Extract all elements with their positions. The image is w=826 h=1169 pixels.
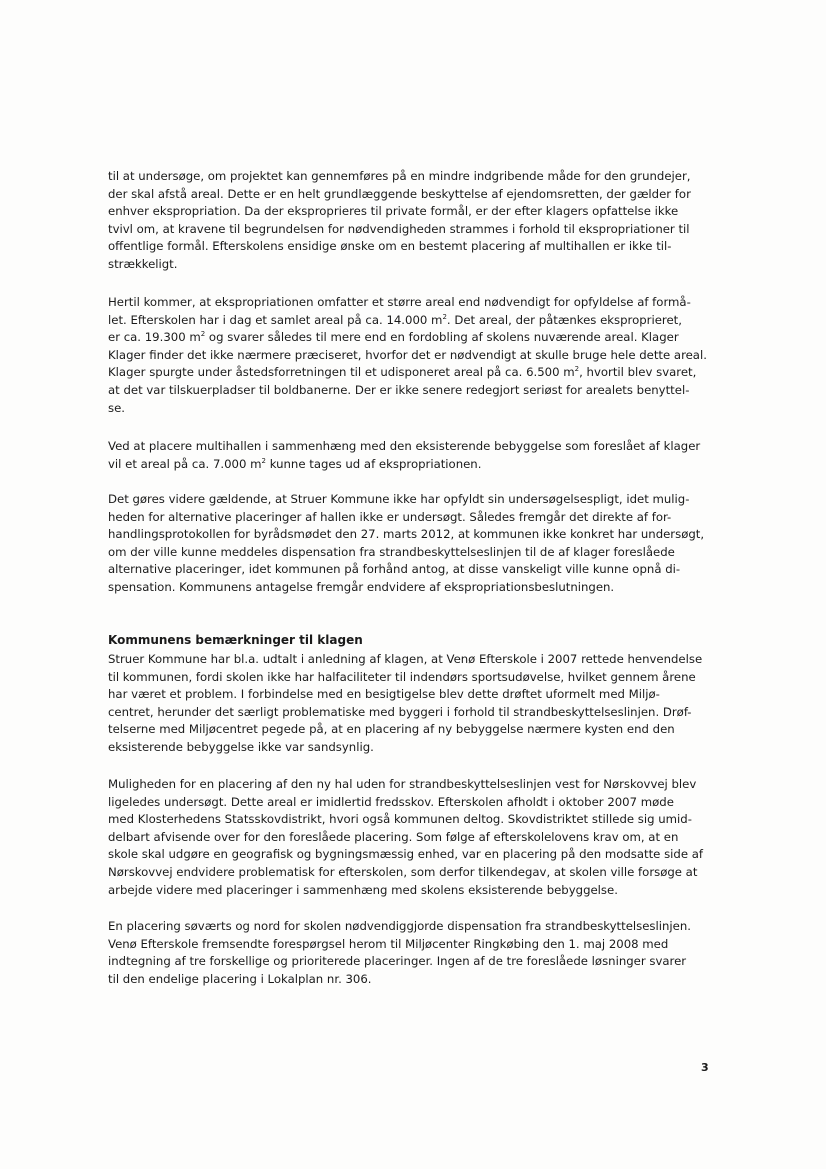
superscript: 2 <box>200 330 206 339</box>
text-line: strækkeligt. <box>108 256 178 271</box>
text-line: Klager finder det ikke nærmere præciseret, hvorfor det er nødvendigt at skulle bruge hele dette areal. <box>108 347 707 362</box>
superscript: 2 <box>442 312 447 321</box>
text-segment: vil et areal på ca. 7.000 m <box>108 456 262 471</box>
text-line: offentlige formål. Efterskolens ensidige ønske om en bestemt placering af multihallen er ikke til- <box>108 239 672 254</box>
paragraph-7 <box>108 918 708 988</box>
superscript: 2 <box>261 456 266 465</box>
text-line <box>108 329 708 347</box>
text-line: arbejde videre med placeringer i sammenhæng med skolens eksisterende bebyggelse. <box>108 882 618 897</box>
text-segment: kunne tages ud af ekspropriationen. <box>265 456 482 471</box>
text-segment: let. Efterskolen har i dag et samlet areal på ca. 14.000 m <box>108 312 443 327</box>
text-line: Struer Kommune har bl.a. udtalt i anledning af klagen, at Venø Efterskole i 2007 rettede henvendelse <box>108 652 703 666</box>
text-line: se. <box>108 400 125 415</box>
text-line: Hertil kommer, at ekspropriationen omfatter et større areal end nødvendigt for opfyldelse af formå- <box>108 295 691 309</box>
text-line: En placering søværts og nord for skolen nødvendiggjorde dispensation fra strandbeskyttelseslinjen. <box>108 919 691 933</box>
text-line: der skal afstå areal. Dette er en helt grundlæggende beskyttelse af ejendomsretten, der gælder for <box>108 186 691 201</box>
text-line: alternative placeringer, idet kommunen på forhånd antog, at disse vanskeligt ville kunne opnå di- <box>108 562 681 577</box>
text-line: enhver ekspropriation. Da der eksproprieres til private formål, er der efter klagers opfattelse ikke <box>108 204 679 219</box>
text-line: skole skal udgøre en geografisk og bygningsmæssig enhed, var en placering på den modsatte side af <box>108 847 704 862</box>
text-line: at det var tilskuerpladser til boldbanerne. Der er ikke senere redegjort seriøst for arealets benyttel- <box>108 382 690 397</box>
text-segment: er ca. 19.300 m <box>108 330 201 345</box>
text-line: telserne med Miljøcentret pegede på, at en placering af ny bebyggelse nærmere kysten end den <box>108 722 675 737</box>
text-line: heden for alternative placeringer af hallen ikke er undersøgt. Således fremgår det direkte af for- <box>108 509 672 524</box>
text-segment: og svarer således til mere end en fordobling af skolens nuværende areal. Klager <box>205 330 679 345</box>
text-line: Det gøres videre gældende, at Struer Kommune ikke har opfyldt sin undersøgelsespligt, idet mulig- <box>108 492 690 506</box>
paragraph-6 <box>108 776 708 899</box>
text-line <box>108 364 708 382</box>
text-line: til den endelige placering i Lokalplan nr. 306. <box>108 971 372 986</box>
text-line: om der ville kunne meddeles dispensation fra strandbeskyttelseslinjen til de af klager foreslåede <box>108 544 675 559</box>
paragraph-3 <box>108 438 708 473</box>
section-heading: Kommunens bemærkninger til klagen <box>108 633 363 647</box>
text-line <box>108 312 708 330</box>
paragraph-5 <box>108 651 708 757</box>
text-line: Nørskovvej endvidere problematisk for efterskolen, som derfor tilkendegav, at skolen ville forsøge at <box>108 864 698 879</box>
text-line: tvivl om, at kravene til begrundelsen for nødvendigheden strammes i forhold til ekspropriationer til <box>108 221 690 236</box>
text-line <box>108 456 708 474</box>
text-line: med Klosterhedens Statsskovdistrikt, hvori også kommunen deltog. Skovdistriktet stillede sig umid- <box>108 812 692 827</box>
text-line: til at undersøge, om projektet kan gennemføres på en mindre indgribende måde for den grundejer, <box>108 169 691 183</box>
text-line: centret, herunder det særligt problematiske med byggeri i forhold til strandbeskyttelseslinjen. Drøf- <box>108 704 692 719</box>
text-line: ligeledes undersøgt. Dette areal er imidlertid fredsskov. Efterskolen afholdt i oktober 2007 møde <box>108 794 674 809</box>
text-segment: Klager spurgte under åstedsforretningen til et udisponeret areal på ca. 6.500 m <box>108 365 575 380</box>
text-line: har været et problem. I forbindelse med en besigtigelse blev dette drøftet uformelt med Miljø- <box>108 687 660 702</box>
text-line: delbart afvisende over for den foreslåede placering. Som følge af efterskolelovens krav om, at en <box>108 829 679 844</box>
text-line: indtegning af tre forskellige og prioriterede placeringer. Ingen af de tre foreslåede løsninger svarer <box>108 954 687 969</box>
text-segment: , hvortil blev svaret, <box>579 365 697 380</box>
text-line: Venø Efterskole fremsendte forespørgsel herom til Miljøcenter Ringkøbing den 1. maj 2008 med <box>108 936 669 951</box>
paragraph-1 <box>108 168 708 274</box>
text-line: handlingsprotokollen for byrådsmødet den 27. marts 2012, at kommunen ikke konkret har undersøgt, <box>108 527 705 542</box>
page-number: 3 <box>701 1061 709 1074</box>
text-segment: . Det areal, der påtænkes eksproprieret, <box>446 312 682 327</box>
paragraph-4 <box>108 491 708 597</box>
text-line: til kommunen, fordi skolen ikke har halfaciliteter til indendørs sportsudøvelse, hvilket gennem årene <box>108 669 696 684</box>
paragraph-2 <box>108 294 708 417</box>
superscript: 2 <box>574 365 580 374</box>
text-line: eksisterende bebyggelse ikke var sandsynlig. <box>108 739 374 754</box>
text-line: Ved at placere multihallen i sammenhæng med den eksisterende bebyggelse som foreslået af klager <box>108 439 701 453</box>
text-line: Muligheden for en placering af den ny hal uden for strandbeskyttelseslinjen vest for Nørskovvej blev <box>108 777 697 791</box>
text-line: spensation. Kommunens antagelse fremgår endvidere af ekspropriationsbeslutningen. <box>108 579 615 594</box>
